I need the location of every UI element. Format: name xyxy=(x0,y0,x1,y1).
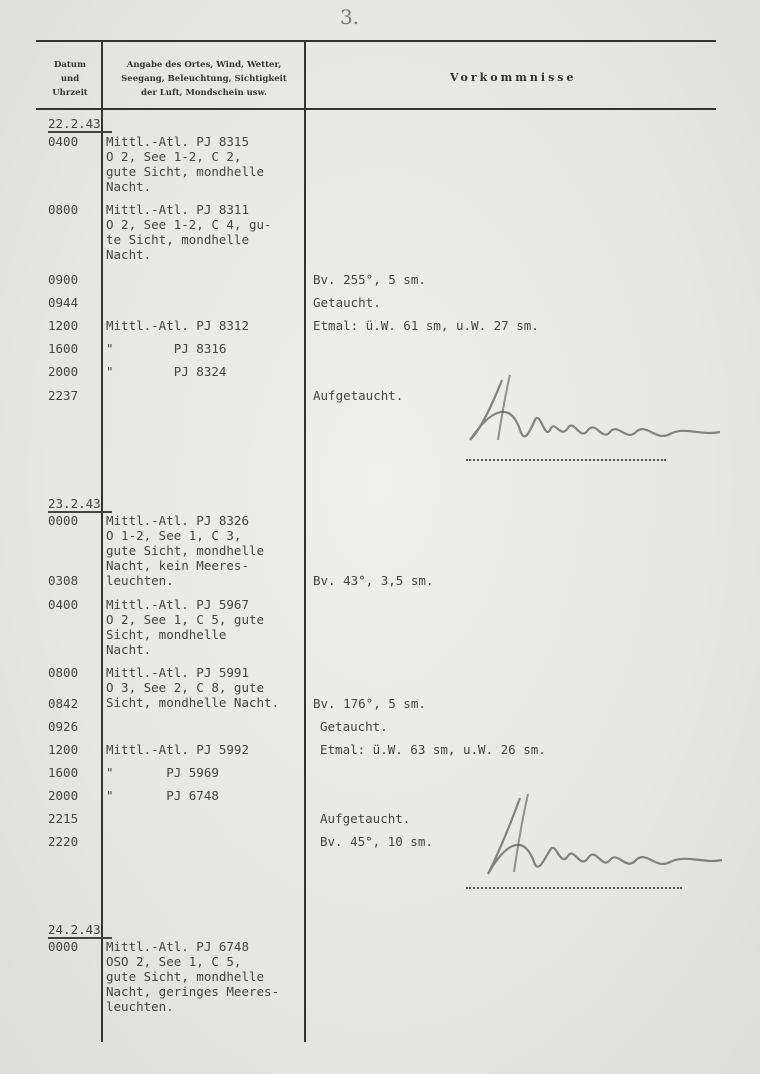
signature xyxy=(460,790,740,890)
entry-time: 2215 xyxy=(48,811,79,826)
entry-time: 1600 xyxy=(48,341,79,356)
entry-time: 0400 xyxy=(48,134,79,149)
entry-event: Aufgetaucht. xyxy=(313,388,404,403)
entry-location: " PJ 8316 xyxy=(106,341,227,356)
entry-time: 0944 xyxy=(48,295,79,310)
entry-location: Mittl.-Atl. PJ 5992 xyxy=(106,742,249,757)
entry-event: Bv. 255°, 5 sm. xyxy=(313,272,426,287)
entry-time: 0900 xyxy=(48,272,79,287)
entry-time: 2237 xyxy=(48,388,79,403)
header-date-time xyxy=(40,58,100,100)
header-events: Vorkommnisse xyxy=(450,71,577,84)
entry-location: Mittl.-Atl. PJ 5991 O 3, See 2, C 8, gute Sicht, mondhelle Nacht. xyxy=(106,665,280,710)
signature xyxy=(450,370,740,460)
entry-location: Mittl.-Atl. PJ 8312 xyxy=(106,318,249,333)
entry-location: Mittl.-Atl. PJ 5967 O 2, See 1, C 5, gute Sicht, mondhelle Nacht. xyxy=(106,597,265,657)
entry-location: " PJ 8324 xyxy=(106,364,227,379)
entry-time: 0800 xyxy=(48,202,79,217)
entry-event: Bv. 43°, 3,5 sm. xyxy=(313,573,434,588)
entry-location: Mittl.-Atl. PJ 6748 OSO 2, See 1, C 5, gute Sicht, mondhelle Nacht, geringes Meeres- leuchten. xyxy=(106,939,280,1014)
header-col2-line2: Seegang, Beleuchtung, Sichtigkeit xyxy=(121,74,287,84)
page-number: 3. xyxy=(340,5,360,29)
header-col1-line1: Datum xyxy=(54,60,86,70)
entry-event: Getaucht. xyxy=(320,719,388,734)
entry-time: 2000 xyxy=(48,788,79,803)
entry-location: Mittl.-Atl. PJ 8311 O 2, See 1-2, C 4, gu- te Sicht, mondhelle Nacht. xyxy=(106,202,272,262)
entry-event: Aufgetaucht. xyxy=(320,811,411,826)
entry-location: Mittl.-Atl. PJ 8326 O 1-2, See 1, C 3, gute Sicht, mondhelle Nacht, kein Meeres- leuchten. xyxy=(106,513,265,588)
entry-time: 1200 xyxy=(48,742,79,757)
header-location-weather xyxy=(104,58,304,100)
header-col1-line3: Uhrzeit xyxy=(52,88,88,98)
entry-event: Getaucht. xyxy=(313,295,381,310)
header-col2-line1: Angabe des Ortes, Wind, Wetter, xyxy=(126,60,282,70)
section-date: 23.2.43 xyxy=(48,496,101,511)
entry-time: 1600 xyxy=(48,765,79,780)
entry-time: 0400 xyxy=(48,597,79,612)
column-divider-2 xyxy=(304,42,306,1042)
entry-location: Mittl.-Atl. PJ 8315 O 2, See 1-2, C 2, gute Sicht, mondhelle Nacht. xyxy=(106,134,265,194)
entry-time: 2220 xyxy=(48,834,79,849)
entry-time: 0842 xyxy=(48,696,79,711)
entry-location: " PJ 6748 xyxy=(106,788,219,803)
entry-event: Etmal: ü.W. 61 sm, u.W. 27 sm. xyxy=(313,318,539,333)
section-date: 22.2.43 xyxy=(48,116,101,131)
entry-time: 1200 xyxy=(48,318,79,333)
top-rule xyxy=(36,40,716,42)
entry-time: 0000 xyxy=(48,513,79,528)
signature-line xyxy=(466,459,666,461)
entry-time: 0000 xyxy=(48,939,79,954)
entry-event: Bv. 45°, 10 sm. xyxy=(320,834,433,849)
entry-time: 0800 xyxy=(48,665,79,680)
entry-time: 0926 xyxy=(48,719,79,734)
date-rule xyxy=(48,131,112,133)
entry-location: " PJ 5969 xyxy=(106,765,219,780)
entry-time: 0308 xyxy=(48,573,79,588)
entry-event: Bv. 176°, 5 sm. xyxy=(313,696,426,711)
header-rule xyxy=(36,108,716,110)
column-divider-1 xyxy=(101,42,103,1042)
signature-line xyxy=(466,887,682,889)
entry-time: 2000 xyxy=(48,364,79,379)
section-date: 24.2.43 xyxy=(48,922,101,937)
header-col1-line2: und xyxy=(60,74,80,84)
entry-event: Etmal: ü.W. 63 sm, u.W. 26 sm. xyxy=(320,742,546,757)
header-col2-line3: der Luft, Mondschein usw. xyxy=(141,88,267,98)
